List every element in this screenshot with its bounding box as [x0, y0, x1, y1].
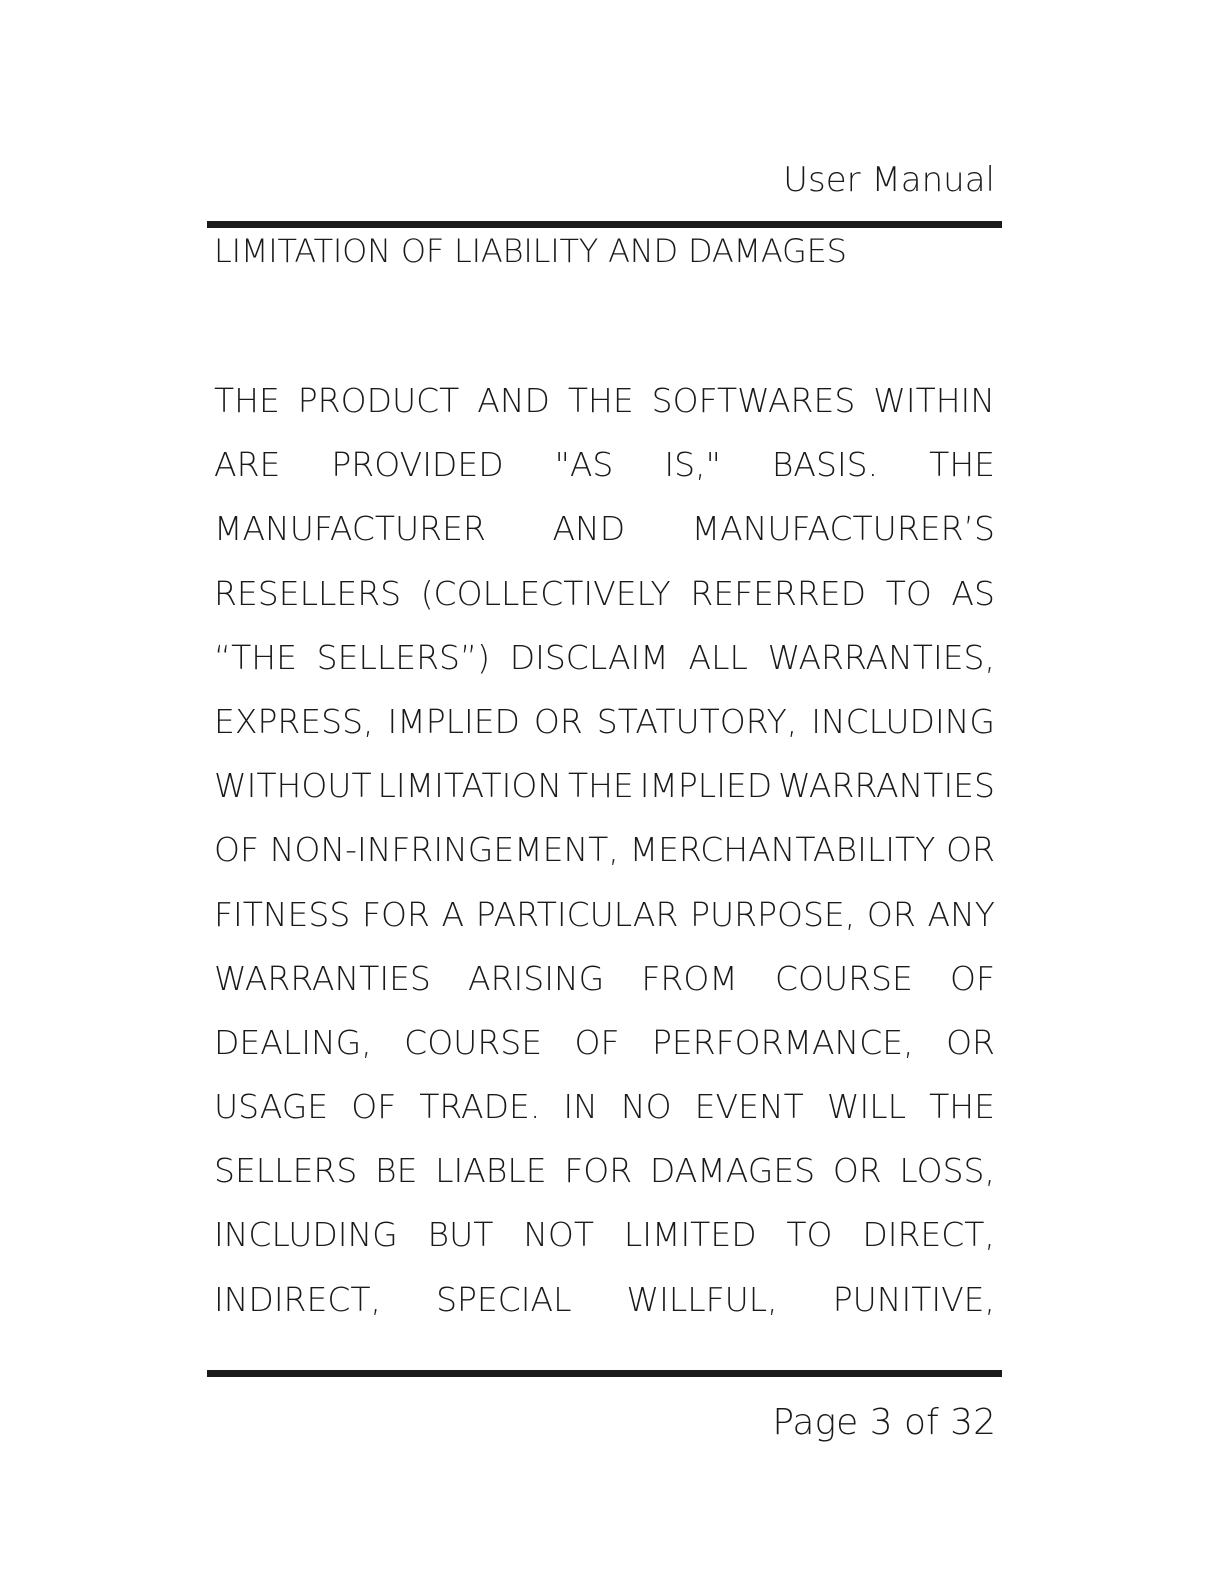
body-word: LIMITED	[623, 1215, 757, 1255]
body-word: (COLLECTIVELY	[420, 573, 671, 613]
body-line	[214, 497, 995, 561]
body-word: INCLUDING	[214, 1215, 398, 1255]
body-line	[214, 626, 995, 690]
body-line	[214, 690, 995, 754]
body-word: THE	[929, 1087, 995, 1127]
body-word: TO	[786, 1215, 833, 1255]
body-word: PUNITIVE,	[832, 1279, 995, 1319]
body-word: PARTICULAR	[475, 894, 679, 934]
body-word: PERFORMANCE,	[651, 1022, 914, 1062]
body-line	[214, 883, 995, 947]
body-word: WITHIN	[873, 381, 995, 420]
body-line	[214, 433, 995, 497]
body-word: “THE	[214, 637, 297, 677]
body-word: ARISING	[468, 958, 605, 998]
body-word: WILLFUL,	[626, 1279, 778, 1319]
body-word: MANUFACTURER	[214, 509, 486, 549]
body-word: OR	[946, 1022, 995, 1062]
body-word: COURSE	[774, 958, 913, 998]
body-word: LIABLE	[435, 1151, 547, 1191]
body-line	[214, 1011, 995, 1075]
body-word: WARRANTIES	[778, 766, 995, 806]
body-word: DISCLAIM	[509, 637, 669, 677]
body-word: SELLERS”)	[316, 637, 490, 677]
body-word: OR	[866, 894, 916, 934]
body-word: THE	[567, 381, 634, 420]
body-word: OR	[946, 830, 995, 870]
body-line	[214, 818, 995, 882]
body-line	[214, 754, 995, 818]
body-word: OF	[351, 1087, 397, 1127]
body-word: OF	[214, 830, 259, 870]
body-word: WARRANTIES	[214, 958, 431, 998]
body-word: MERCHANTABILITY	[629, 830, 936, 870]
body-word: INDIRECT,	[214, 1279, 382, 1319]
body-word: THE	[567, 766, 634, 806]
body-word: ARE	[214, 445, 281, 485]
body-word: MANUFACTURER’S	[691, 509, 995, 549]
body-word: THE	[214, 381, 280, 420]
body-word: FITNESS	[214, 894, 351, 934]
body-word: PROVIDED	[331, 445, 504, 485]
body-line	[214, 369, 995, 433]
body-word: SOFTWARES	[651, 381, 856, 420]
body-word: A	[441, 894, 465, 934]
body-word: PRODUCT	[297, 381, 460, 420]
body-word: DEALING,	[214, 1022, 372, 1062]
body-word: RESELLERS	[214, 573, 402, 613]
page-number: Page 3 of 32	[772, 1402, 996, 1443]
document-title: User Manual	[783, 160, 995, 200]
body-word: NO	[620, 1087, 672, 1127]
body-word: EVENT	[694, 1087, 804, 1127]
body-word: AS	[951, 573, 995, 613]
body-word: WILL	[826, 1087, 907, 1127]
body-word: AND	[477, 381, 550, 420]
body-word: ANY	[927, 894, 995, 934]
body-line	[214, 1075, 995, 1139]
body-word: FROM	[641, 958, 738, 998]
body-word: ALL	[688, 637, 748, 677]
body-word: OF	[574, 1022, 620, 1062]
body-paragraph	[214, 369, 995, 1332]
body-word: IMPLIED	[387, 701, 520, 741]
body-word: WARRANTIES,	[767, 637, 995, 677]
body-line	[214, 1268, 995, 1332]
body-word: DAMAGES	[649, 1151, 816, 1191]
body-word: PURPOSE,	[690, 894, 856, 934]
body-line	[214, 1203, 995, 1267]
body-word: IN	[563, 1087, 598, 1127]
body-word: THE	[929, 445, 995, 485]
body-line	[214, 947, 995, 1011]
body-word: EXPRESS,	[214, 701, 374, 741]
body-word: TRADE.	[419, 1087, 541, 1127]
body-word: STATUTORY,	[596, 701, 798, 741]
body-word: BUT	[427, 1215, 494, 1255]
body-word: LOSS,	[899, 1151, 995, 1191]
body-word: USAGE	[214, 1087, 329, 1127]
body-word: NON-INFRINGEMENT,	[269, 830, 619, 870]
body-word: SELLERS	[214, 1151, 358, 1191]
body-word: INCLUDING	[811, 701, 995, 741]
section-heading: LIMITATION OF LIABILITY AND DAMAGES	[214, 232, 847, 270]
body-word: REFERRED	[690, 573, 867, 613]
body-word: LIMITATION	[377, 766, 563, 806]
body-word: IS,"	[664, 445, 721, 485]
body-word: TO	[885, 573, 932, 613]
header-divider	[207, 221, 1002, 228]
body-word: IMPLIED	[639, 766, 773, 806]
body-word: BE	[374, 1151, 418, 1191]
body-word: NOT	[523, 1215, 595, 1255]
body-word: BASIS.	[771, 445, 879, 485]
body-word: OR	[533, 701, 583, 741]
body-word: DIRECT,	[862, 1215, 995, 1255]
body-line	[214, 562, 995, 626]
body-line	[214, 1139, 995, 1203]
body-word: SPECIAL	[436, 1279, 572, 1319]
body-word: "AS	[554, 445, 614, 485]
body-word: FOR	[361, 894, 430, 934]
body-word: COURSE	[404, 1022, 543, 1062]
body-word: OF	[950, 958, 995, 998]
body-word: FOR	[564, 1151, 633, 1191]
body-word: AND	[552, 509, 626, 549]
body-word: OR	[832, 1151, 882, 1191]
body-word: WITHOUT	[214, 766, 372, 806]
footer-divider	[207, 1370, 1002, 1377]
